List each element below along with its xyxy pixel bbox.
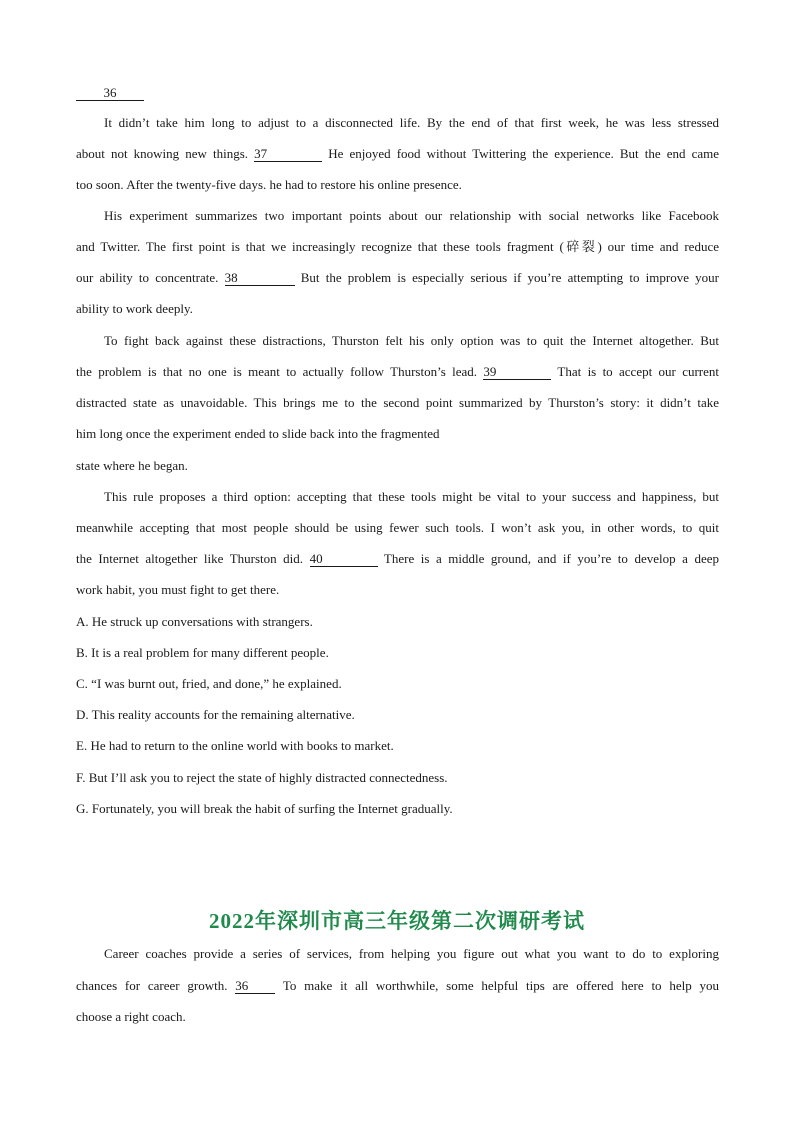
option-c: C. “I was burnt out, fried, and done,” he explained.	[76, 676, 342, 691]
paragraph-3-line-3: distracted state as unavoidable. This brings me to the second point summarized by Thurston’s story: it didn’t take	[76, 395, 719, 410]
section2-line-2: chances for career growth. 36 To make it all worthwhile, some helpful tips are offered here to help you	[76, 978, 720, 993]
paragraph-2-line-4: ability to work deeply.	[76, 301, 193, 316]
paragraph-4-line-2: meanwhile accepting that most people should be using fewer such tools. I won’t ask you, in other words, to quit	[76, 520, 719, 535]
section-heading: 2022年深圳市高三年级第二次调研考试	[209, 909, 585, 933]
paragraph-3-line-4: him long once the experiment ended to slide back into the fragmented	[76, 426, 440, 441]
paragraph-2-line-2: and Twitter. The first point is that we increasingly recognize that these tools fragment (碎裂) our time and reduce	[76, 239, 719, 254]
blank-37: 37	[254, 147, 322, 162]
paragraph-3-line-5: state where he began.	[76, 458, 188, 473]
paragraph-3-line-1: To fight back against these distractions, Thurston felt his only option was to quit the Internet altogether. But	[104, 333, 719, 348]
option-g: G. Fortunately, you will break the habit of surfing the Internet gradually.	[76, 801, 453, 816]
blank-36-section2: 36	[235, 979, 275, 994]
blank-38: 38	[225, 271, 295, 286]
paragraph-1-line-2: about not knowing new things. 37 He enjoyed food without Twittering the experience. But the end came	[76, 146, 720, 161]
section2-line-1: Career coaches provide a series of services, from helping you figure out what you want to do to exploring	[104, 946, 719, 961]
blank-39: 39	[483, 365, 551, 380]
option-d: D. This reality accounts for the remaining alternative.	[76, 707, 355, 722]
option-f: F. But I’ll ask you to reject the state of highly distracted connectedness.	[76, 770, 448, 785]
option-e: E. He had to return to the online world with books to market.	[76, 738, 394, 753]
paragraph-4-line-3: the Internet altogether like Thurston did. 40 There is a middle ground, and if you’re to develop a deep	[76, 551, 720, 566]
paragraph-4-line-1: This rule proposes a third option: accepting that these tools might be vital to your success and happiness, but	[104, 489, 719, 504]
blank-36-line	[76, 85, 719, 101]
paragraph-4-line-4: work habit, you must fight to get there.	[76, 582, 280, 597]
paragraph-1-line-3: too soon. After the twenty-five days. he had to restore his online presence.	[76, 177, 462, 192]
blank-40: 40	[310, 552, 378, 567]
paragraph-2-line-1: His experiment summarizes two important points about our relationship with social networks like Facebook	[104, 208, 719, 223]
paragraph-1-line-1: It didn’t take him long to adjust to a disconnected life. By the end of that first week, he was less stressed	[104, 115, 719, 130]
blank-36: 36	[76, 86, 144, 101]
section2-line-3: choose a right coach.	[76, 1009, 186, 1024]
option-a: A. He struck up conversations with strangers.	[76, 614, 313, 629]
paragraph-3-line-2: the problem is that no one is meant to actually follow Thurston’s lead. 39 That is to accept our current	[76, 364, 719, 379]
paragraph-2-line-3: our ability to concentrate. 38 But the problem is especially serious if you’re attempting to improve your	[76, 270, 719, 285]
option-b: B. It is a real problem for many different people.	[76, 645, 329, 660]
